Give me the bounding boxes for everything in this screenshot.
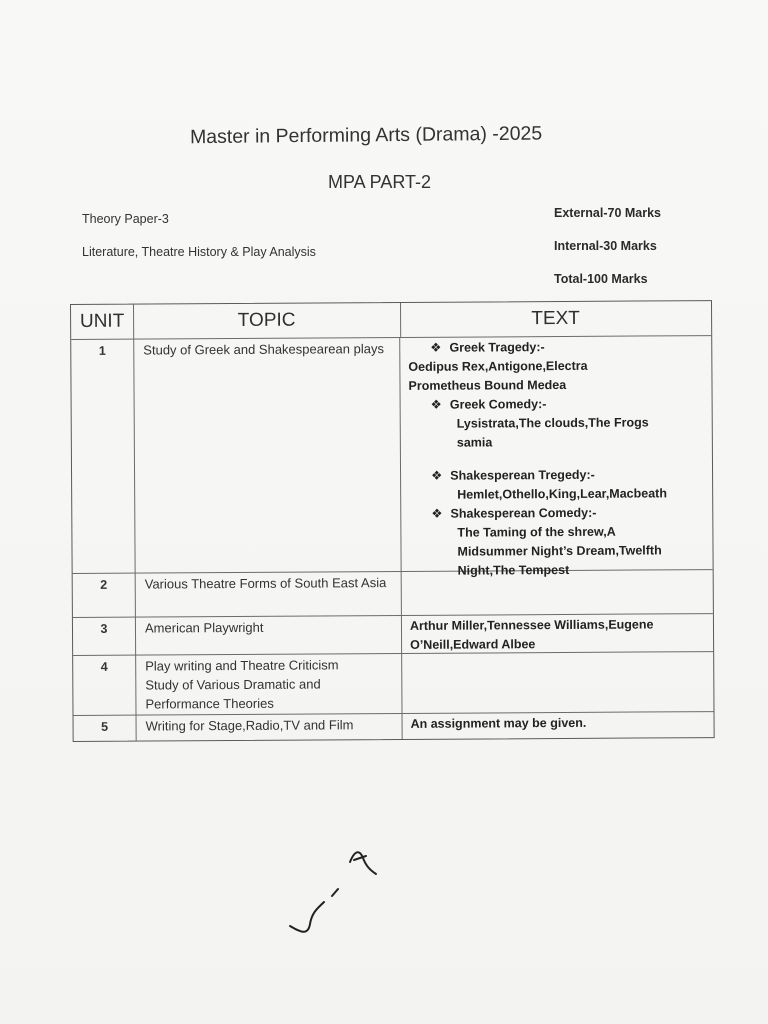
greek-tragedy-heading: ❖ Greek Tragedy:- — [408, 337, 705, 358]
unit-number: 2 — [73, 573, 136, 617]
greek-tragedy-plays-line2: Prometheus Bound Medea — [408, 377, 567, 393]
handwritten-signature — [280, 840, 400, 950]
unit-number: 4 — [73, 655, 136, 715]
document-title: Master in Performing Arts (Drama) -2025 — [189, 122, 543, 149]
table-row — [73, 651, 713, 716]
greek-tragedy-plays-line1: Oedipus Rex,Antigone,Electra — [408, 358, 588, 374]
unit-text — [402, 651, 713, 713]
subject-label: Literature, Theatre History & Play Analysis — [82, 245, 316, 259]
unit-text — [402, 569, 713, 615]
table-row — [74, 711, 714, 741]
unit-topic — [135, 653, 402, 715]
header-topic: TOPIC — [133, 303, 401, 339]
unit-topic: Various Theatre Forms of South East Asia — [135, 571, 402, 617]
unit-text: Arthur Miller,Tennessee Williams,Eugene O’Neill,Edward Albee — [409, 617, 654, 652]
topic-line: Performance Theories — [145, 695, 274, 712]
unit-number: 5 — [74, 715, 137, 741]
topic-line: Study of Various Dramatic and — [145, 676, 321, 693]
unit-texts — [400, 335, 712, 578]
total-marks: Total-100 Marks — [554, 272, 648, 286]
header-text: TEXT — [531, 307, 580, 330]
unit-text: An assignment may be given. — [410, 715, 587, 731]
topic-line: Play writing and Theatre Criticism — [145, 657, 339, 674]
internal-marks: Internal-30 Marks — [554, 239, 657, 253]
greek-comedy-heading: ❖ Greek Comedy:- — [409, 394, 706, 415]
shakespeare-comedy-line1: The Taming of the shrew,A — [457, 524, 616, 540]
shakespeare-tragedy-plays: Hemlet,Othello,King,Lear,Macbeath — [457, 486, 667, 502]
shakespeare-tragedy-heading: ❖ Shakesperean Tregedy:- — [409, 465, 706, 486]
theory-paper-label: Theory Paper-3 — [82, 212, 169, 226]
table-header — [71, 301, 711, 340]
shakespeare-comedy-heading: ❖ Shakesperean Comedy:- — [409, 503, 706, 524]
external-marks: External-70 Marks — [554, 206, 662, 220]
unit-topic: American Playwright — [135, 615, 402, 655]
greek-comedy-plays-line1: Lysistrata,The clouds,The Frogs — [456, 415, 649, 431]
table-row — [71, 335, 712, 578]
unit-topic: Study of Greek and Shakespearean plays — [133, 337, 401, 573]
unit-topic: Writing for Stage,Radio,TV and Film — [136, 713, 403, 741]
unit-number: 1 — [71, 339, 135, 573]
document-subtitle: MPA PART-2 — [328, 172, 432, 192]
greek-comedy-plays-line2: samia — [456, 435, 493, 450]
shakespeare-comedy-line2: Midsummer Night’s Dream,Twelfth — [457, 543, 662, 559]
syllabus-table — [70, 300, 715, 742]
header-unit: UNIT — [71, 305, 134, 339]
table-row — [73, 613, 713, 656]
table-row — [73, 569, 713, 618]
unit-number: 3 — [73, 617, 136, 655]
shakespeare-comedy-line3: Night,The Tempest — [457, 562, 570, 578]
